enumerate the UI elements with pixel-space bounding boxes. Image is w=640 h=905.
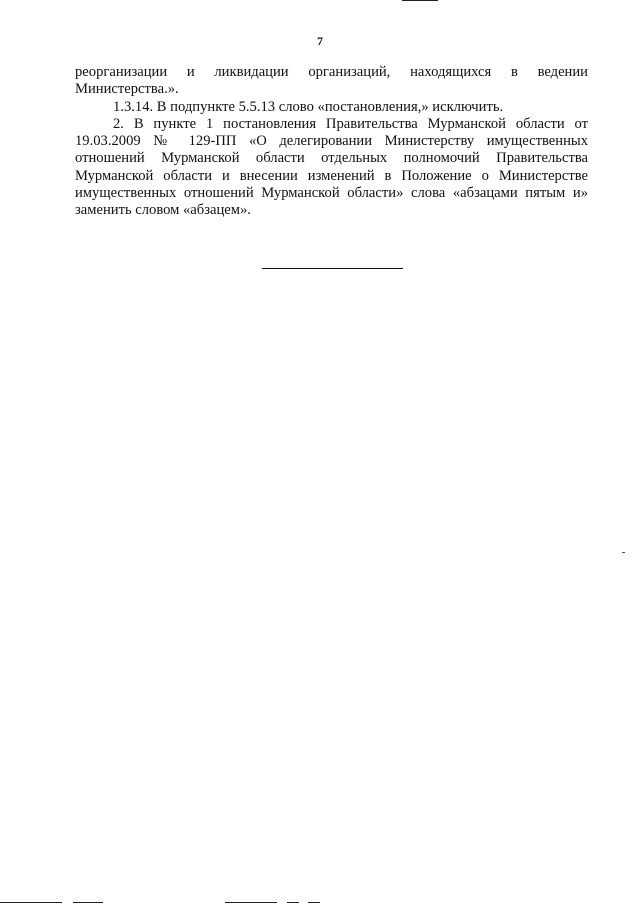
bottom-scan-line-1 <box>0 902 62 903</box>
bottom-scan-line-5 <box>308 902 320 903</box>
bottom-scan-line-3 <box>225 902 277 903</box>
scan-speck <box>622 552 625 553</box>
bottom-scan-line-4 <box>287 902 299 903</box>
end-of-document-line <box>262 268 403 269</box>
top-scan-line <box>402 0 438 1</box>
bottom-scan-line-2 <box>73 902 103 903</box>
paragraph-continuation: реорганизации и ликвидации организаций, находящихся в ведении Министерства.». <box>75 64 588 98</box>
paragraph-2: 2. В пункте 1 постановления Правительства Мурманской области от 19.03.2009 № 129-ПП «О делегировании Министерству имущественных отношений Мурманской области отдельных полномочий Правительства Мурманской области и внесении изменений в Положение о Министерстве имущественных отношений Мурманской области» слова «абзацами пятым и» заменить словом «абзацем». <box>75 115 588 219</box>
paragraph-1-3-14: 1.3.14. В подпункте 5.5.13 слово «постановления,» исключить. <box>113 98 504 115</box>
document-body <box>75 64 588 220</box>
page-number: 7 <box>317 34 323 48</box>
